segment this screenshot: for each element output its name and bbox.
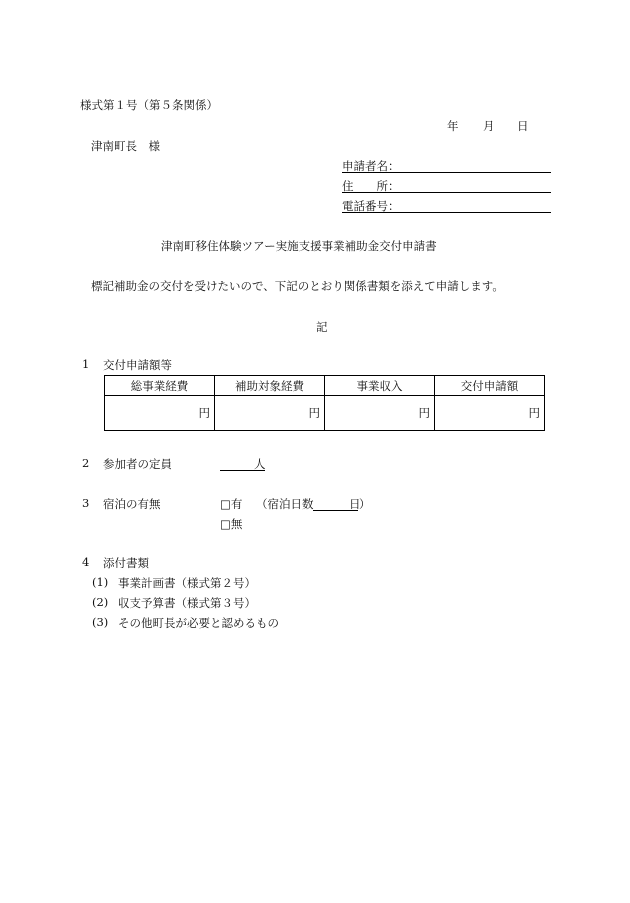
applicant-address-label: 住 所： — [342, 179, 400, 193]
col-income: 事業収入 — [325, 376, 435, 396]
attachment-item: 事業計画書（様式第２号） — [118, 576, 256, 590]
attachment-item: 収支予算書（様式第３号） — [118, 596, 256, 610]
date-day: 日 — [517, 119, 529, 133]
nights-prefix: （宿泊日数 — [256, 497, 314, 511]
cell-income[interactable]: 円 — [325, 396, 435, 431]
nights-suffix: ） — [359, 497, 371, 511]
addressee: 津南町長 様 — [91, 139, 160, 153]
cell-total-cost[interactable]: 円 — [105, 396, 215, 431]
applicant-phone-label: 電話番号： — [342, 199, 400, 213]
date-month: 月 — [483, 119, 495, 133]
amount-table — [104, 375, 545, 431]
attachment-num: (3) — [92, 615, 109, 629]
lodging-yes-checkbox[interactable]: □有 — [220, 497, 243, 511]
intro-text: 標記補助金の交付を受けたいので、下記のとおり関係書類を添えて申請します。 — [91, 279, 504, 293]
section1-heading: 交付申請額等 — [103, 358, 172, 372]
applicant-name-label: 申請者名： — [342, 159, 400, 173]
section1-number: 1 — [82, 357, 90, 371]
attachment-item: その他町長が必要と認めるもの — [118, 616, 279, 630]
section2-heading: 参加者の定員 — [103, 457, 172, 471]
col-request-amount: 交付申請額 — [435, 376, 545, 396]
section4-heading: 添付書類 — [103, 556, 149, 570]
ki-heading: 記 — [316, 320, 328, 334]
capacity-unit: 人 — [254, 457, 266, 471]
section3-number: 3 — [82, 496, 90, 510]
document-title: 津南町移住体験ツアー実施支援事業補助金交付申請書 — [161, 239, 437, 253]
nights-unit: 日 — [349, 497, 361, 511]
date-year: 年 — [447, 119, 459, 133]
lodging-no-checkbox[interactable]: □無 — [220, 517, 243, 531]
attachment-num: (2) — [92, 595, 109, 609]
cell-eligible-cost[interactable]: 円 — [215, 396, 325, 431]
col-eligible-cost: 補助対象経費 — [215, 376, 325, 396]
section4-number: 4 — [82, 555, 90, 569]
applicant-name-line[interactable] — [342, 172, 551, 173]
attachment-num: (1) — [92, 575, 109, 589]
form-number: 様式第１号（第５条関係） — [80, 98, 218, 112]
col-total-cost: 総事業経費 — [105, 376, 215, 396]
applicant-phone-line[interactable] — [342, 212, 551, 213]
cell-request-amount[interactable]: 円 — [435, 396, 545, 431]
section3-heading: 宿泊の有無 — [103, 497, 161, 511]
section2-number: 2 — [82, 456, 90, 470]
applicant-address-line[interactable] — [342, 192, 551, 193]
